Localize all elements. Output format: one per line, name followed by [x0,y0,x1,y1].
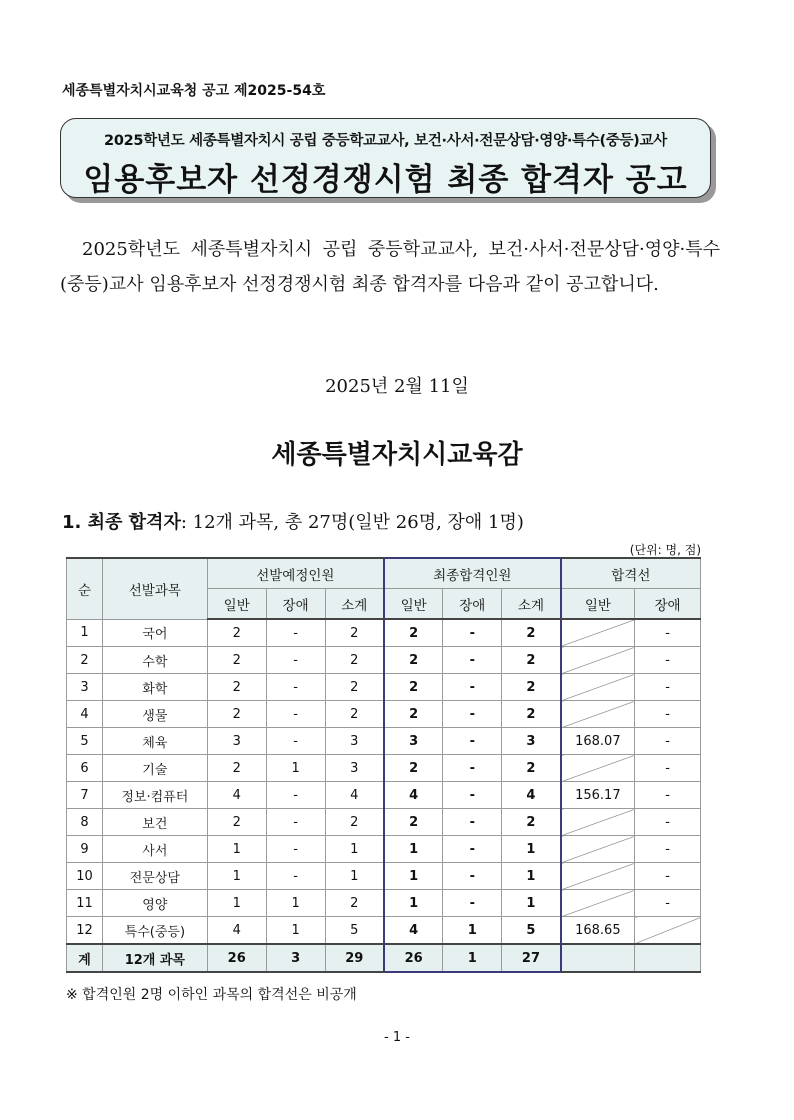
row-final-general: 4 [384,917,443,945]
row-final-disabled: - [443,674,502,701]
row-cutoff-disabled [635,917,701,945]
header-final-general: 일반 [384,589,443,620]
row-planned-general: 1 [207,836,266,863]
row-cutoff-general: 168.65 [561,917,635,945]
row-planned-disabled: 1 [266,890,325,917]
row-final-disabled: - [443,701,502,728]
row-final-subtotal: 2 [502,755,561,782]
row-final-disabled: - [443,755,502,782]
row-no: 5 [67,728,103,755]
row-final-disabled: - [443,728,502,755]
table-row [67,863,701,890]
row-cutoff-general: 156.17 [561,782,635,809]
row-planned-subtotal: 2 [325,890,384,917]
row-planned-disabled: - [266,836,325,863]
header-final-disabled: 장애 [443,589,502,620]
row-planned-general: 2 [207,755,266,782]
row-final-subtotal: 2 [502,701,561,728]
row-planned-subtotal: 2 [325,619,384,647]
row-cutoff-general [561,890,635,917]
row-final-disabled: - [443,619,502,647]
row-no: 9 [67,836,103,863]
row-cutoff-general [561,755,635,782]
row-planned-general: 1 [207,890,266,917]
header-no: 순 [67,558,103,619]
row-planned-general: 2 [207,809,266,836]
row-no: 6 [67,755,103,782]
header-planned-general: 일반 [207,589,266,620]
row-no: 8 [67,809,103,836]
row-no: 3 [67,674,103,701]
row-cutoff-general [561,836,635,863]
table-row [67,701,701,728]
row-cutoff-general [561,809,635,836]
row-subject: 사서 [102,836,207,863]
row-subject: 특수(중등) [102,917,207,945]
table-row [67,917,701,945]
row-final-subtotal: 2 [502,809,561,836]
header-final-subtotal: 소계 [502,589,561,620]
row-cutoff-general [561,674,635,701]
total-subject: 12개 과목 [102,944,207,972]
row-cutoff-general [561,863,635,890]
row-final-subtotal: 3 [502,728,561,755]
row-cutoff-general [561,619,635,647]
row-subject: 영양 [102,890,207,917]
results-table [66,557,701,973]
row-no: 4 [67,701,103,728]
row-final-subtotal: 1 [502,863,561,890]
notice-number: 세종특별자치시교육청 공고 제2025-54호 [62,83,326,99]
total-final-general: 26 [384,944,443,972]
row-planned-disabled: - [266,728,325,755]
row-cutoff-general: 168.07 [561,728,635,755]
row-final-subtotal: 2 [502,674,561,701]
row-cutoff-disabled: - [635,836,701,863]
row-planned-subtotal: 3 [325,755,384,782]
row-final-subtotal: 2 [502,619,561,647]
row-cutoff-disabled: - [635,863,701,890]
header-cutoff-general: 일반 [561,589,635,620]
row-cutoff-disabled: - [635,728,701,755]
row-final-disabled: - [443,890,502,917]
row-subject: 전문상담 [102,863,207,890]
header-planned-disabled: 장애 [266,589,325,620]
row-final-general: 2 [384,674,443,701]
row-subject: 화학 [102,674,207,701]
row-planned-disabled: - [266,619,325,647]
row-final-general: 2 [384,809,443,836]
row-planned-general: 2 [207,701,266,728]
row-planned-disabled: 1 [266,755,325,782]
row-no: 2 [67,647,103,674]
row-subject: 체육 [102,728,207,755]
header-cutoff: 합격선 [561,558,701,589]
header-cutoff-disabled: 장애 [635,589,701,620]
table-row [67,890,701,917]
row-final-disabled: - [443,647,502,674]
row-cutoff-disabled: - [635,890,701,917]
section-summary: : 12개 과목, 총 27명(일반 26명, 장애 1명) [180,512,524,533]
row-planned-disabled: - [266,674,325,701]
table-row [67,809,701,836]
row-planned-disabled: - [266,647,325,674]
row-no: 11 [67,890,103,917]
row-final-general: 2 [384,647,443,674]
row-cutoff-disabled: - [635,701,701,728]
row-planned-subtotal: 5 [325,917,384,945]
row-no: 7 [67,782,103,809]
row-planned-disabled: - [266,809,325,836]
row-planned-general: 2 [207,674,266,701]
row-final-subtotal: 1 [502,890,561,917]
row-final-general: 1 [384,890,443,917]
row-planned-disabled: 1 [266,917,325,945]
row-final-disabled: - [443,782,502,809]
footnote: ※ 합격인원 2명 이하인 과목의 합격선은 비공개 [66,987,357,1003]
row-planned-general: 2 [207,619,266,647]
row-cutoff-disabled: - [635,674,701,701]
row-planned-subtotal: 2 [325,674,384,701]
row-subject: 기술 [102,755,207,782]
section-heading [62,508,524,534]
row-final-general: 2 [384,619,443,647]
table-total-row [67,944,701,972]
header-planned-subtotal: 소계 [325,589,384,620]
row-final-subtotal: 1 [502,836,561,863]
row-no: 12 [67,917,103,945]
row-planned-general: 4 [207,917,266,945]
row-planned-subtotal: 2 [325,701,384,728]
row-final-subtotal: 5 [502,917,561,945]
unit-label: (단위: 명, 점) [629,543,701,557]
header-planned: 선발예정인원 [207,558,384,589]
row-planned-subtotal: 4 [325,782,384,809]
row-planned-disabled: - [266,782,325,809]
row-planned-general: 3 [207,728,266,755]
header-final: 최종합격인원 [384,558,561,589]
row-final-disabled: - [443,809,502,836]
row-cutoff-disabled: - [635,647,701,674]
total-final-disabled: 1 [443,944,502,972]
announcement-body: 2025학년도 세종특별자치시 공립 중등학교교사, 보건·사서·전문상담·영양·특수(중등)교사 임용후보자 선정경쟁시험 최종 합격자를 다음과 같이 공고합니다. [60,239,720,295]
table-row [67,674,701,701]
row-planned-general: 2 [207,647,266,674]
row-planned-subtotal: 1 [325,836,384,863]
title-subtitle: 2025학년도 세종특별자치시 공립 중등학교교사, 보건·사서·전문상담·영양·특수(중등)교사 [104,133,667,149]
superintendent-name: 세종특별자치시교육감 [271,440,523,470]
table-row [67,836,701,863]
table-row [67,755,701,782]
row-no: 1 [67,619,103,647]
row-cutoff-disabled: - [635,619,701,647]
row-cutoff-disabled: - [635,782,701,809]
total-cutoff-disabled [635,944,701,972]
row-planned-general: 1 [207,863,266,890]
table-row [67,619,701,647]
total-planned-disabled: 3 [266,944,325,972]
row-final-disabled: 1 [443,917,502,945]
table-row [67,647,701,674]
row-final-disabled: - [443,863,502,890]
total-label: 계 [67,944,103,972]
row-planned-subtotal: 2 [325,647,384,674]
total-cutoff-general [561,944,635,972]
row-no: 10 [67,863,103,890]
row-planned-subtotal: 3 [325,728,384,755]
announcement-date: 2025년 2월 11일 [325,376,469,397]
row-subject: 생물 [102,701,207,728]
row-cutoff-disabled: - [635,809,701,836]
row-final-subtotal: 2 [502,647,561,674]
row-final-disabled: - [443,836,502,863]
total-final-subtotal: 27 [502,944,561,972]
title-box [60,118,711,198]
row-final-general: 4 [384,782,443,809]
row-final-general: 1 [384,836,443,863]
page-number: - 1 - [384,1030,410,1045]
row-subject: 수학 [102,647,207,674]
row-planned-general: 4 [207,782,266,809]
row-planned-subtotal: 2 [325,809,384,836]
total-planned-subtotal: 29 [325,944,384,972]
row-cutoff-general [561,647,635,674]
row-final-subtotal: 4 [502,782,561,809]
header-subject: 선발과목 [102,558,207,619]
row-final-general: 2 [384,755,443,782]
row-final-general: 2 [384,701,443,728]
table-row [67,782,701,809]
row-cutoff-disabled: - [635,755,701,782]
row-final-general: 3 [384,728,443,755]
row-subject: 보건 [102,809,207,836]
total-planned-general: 26 [207,944,266,972]
row-planned-disabled: - [266,701,325,728]
row-subject: 정보·컴퓨터 [102,782,207,809]
table-row [67,728,701,755]
row-cutoff-general [561,701,635,728]
row-subject: 국어 [102,619,207,647]
table-body [67,619,701,972]
row-planned-subtotal: 1 [325,863,384,890]
section-number: 1. 최종 합격자 [62,512,181,533]
row-planned-disabled: - [266,863,325,890]
row-final-general: 1 [384,863,443,890]
title-main: 임용후보자 선정경쟁시험 최종 합격자 공고 [83,162,688,198]
